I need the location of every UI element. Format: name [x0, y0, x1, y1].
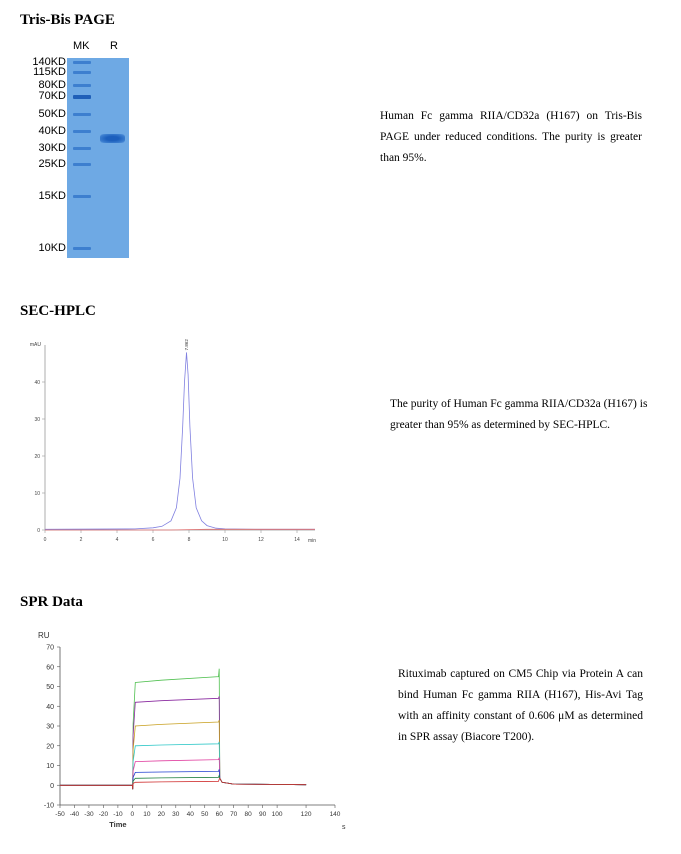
marker-band [73, 61, 91, 64]
x-tick-label: 90 [259, 811, 267, 818]
x-tick-label: 2 [79, 537, 83, 543]
mw-label: 70KD [38, 90, 66, 102]
x-tick-label: 70 [230, 811, 238, 818]
y-tick-label: 20 [46, 743, 54, 751]
spr-series-line-3 [60, 742, 306, 789]
x-tick-label: 6 [151, 537, 155, 543]
x-tick-label: 0 [43, 537, 47, 543]
x-tick-label: -10 [113, 811, 123, 818]
marker-band [73, 147, 91, 150]
mw-label: 80KD [38, 79, 66, 91]
spr-series-line-1 [60, 696, 306, 789]
y-tick-label: 10 [46, 763, 54, 770]
x-tick-label: 12 [258, 537, 264, 543]
x-tick-label: 20 [157, 811, 165, 818]
y-tick-label: 40 [34, 380, 40, 386]
marker-band [73, 163, 91, 166]
gel-image [18, 40, 138, 265]
spr-series-line-2 [60, 720, 306, 789]
x-tick-label: 4 [115, 537, 119, 543]
spr-description: Rituximab captured on CM5 Chip via Protein A can bind Human Fc gamma RIIA (H167), His-Avi Tag with an affinity constant of 0.606 μM as determined in SPR assay (Biacore T200). [398, 668, 643, 743]
x-tick-label: -20 [98, 811, 109, 818]
spr-series-line-0 [60, 669, 306, 790]
y-tick-label: -10 [43, 802, 54, 810]
x-tick-label: 100 [271, 811, 283, 818]
peak-label: 7.862 [184, 339, 190, 351]
x-tick-label: 10 [222, 537, 228, 543]
marker-band [73, 247, 91, 250]
mw-label: 50KD [38, 108, 66, 120]
y-axis-label: RU [38, 631, 50, 640]
marker-band [73, 113, 91, 116]
spr-section-title: SPR Data [20, 594, 83, 610]
x-tick-label: 80 [244, 811, 252, 818]
x-tick-label: 14 [294, 537, 300, 543]
mw-label: 115KD [33, 66, 66, 78]
sec-hplc-chart [20, 335, 320, 553]
x-tick-label: -30 [84, 811, 94, 818]
mw-label: 30KD [38, 142, 66, 154]
mw-label: 15KD [38, 190, 66, 202]
sec-series-line-0 [45, 352, 315, 529]
y-tick-label: 40 [46, 703, 54, 711]
y-tick-label: 50 [46, 684, 54, 691]
sec-description: The purity of Human Fc gamma RIIA/CD32a (H167) is greater than 95% as determined by SEC-HPLC. [390, 398, 648, 431]
x-tick-label: 8 [187, 537, 191, 543]
y-tick-label: 0 [37, 528, 40, 534]
gel-section-title: Tris-Bis PAGE [20, 12, 115, 28]
x-tick-label: 30 [172, 811, 180, 818]
gel-lanes [67, 58, 129, 258]
y-axis-label: mAU [29, 342, 41, 348]
x-tick-label: 0 [130, 811, 135, 818]
x-axis-unit: s [342, 824, 346, 831]
mw-label: 10KD [38, 242, 66, 254]
gel-lane-r-label: R [110, 40, 118, 52]
gel-description: Human Fc gamma RIIA/CD32a (H167) on Tris-Bis PAGE under reduced conditions. The purity is greater than 95%. [380, 110, 642, 164]
marker-band [73, 195, 91, 198]
y-tick-label: 20 [34, 454, 40, 460]
mw-label: 140KD [32, 56, 66, 68]
mw-label: 25KD [38, 158, 66, 170]
y-tick-label: 10 [34, 491, 40, 497]
spr-series-line-6 [60, 775, 306, 789]
gel-lane-mk-label: MK [73, 40, 90, 52]
x-axis-label: min [307, 538, 316, 544]
x-tick-label: 50 [201, 811, 209, 818]
y-tick-label: 60 [46, 664, 54, 672]
marker-band [73, 71, 91, 74]
sample-band [100, 134, 125, 143]
spr-chart [20, 625, 355, 837]
x-tick-label: 40 [186, 811, 194, 818]
spr-series-line-5 [60, 769, 306, 789]
mw-label: 40KD [38, 125, 66, 137]
x-axis-label: Time [109, 820, 127, 829]
y-tick-label: 70 [46, 644, 54, 652]
marker-band [73, 95, 91, 99]
marker-band [73, 84, 91, 87]
y-tick-label: 0 [50, 782, 54, 790]
x-tick-label: 140 [329, 811, 341, 818]
sec-section-title: SEC-HPLC [20, 303, 96, 319]
x-tick-label: 10 [143, 811, 151, 818]
y-tick-label: 30 [46, 723, 54, 731]
marker-band [73, 130, 91, 133]
x-tick-label: -50 [55, 811, 65, 818]
y-tick-label: 30 [34, 417, 40, 423]
spr-series-line-7 [60, 778, 306, 789]
x-tick-label: -40 [69, 811, 80, 818]
x-tick-label: 60 [215, 811, 223, 818]
x-tick-label: 120 [300, 811, 312, 818]
